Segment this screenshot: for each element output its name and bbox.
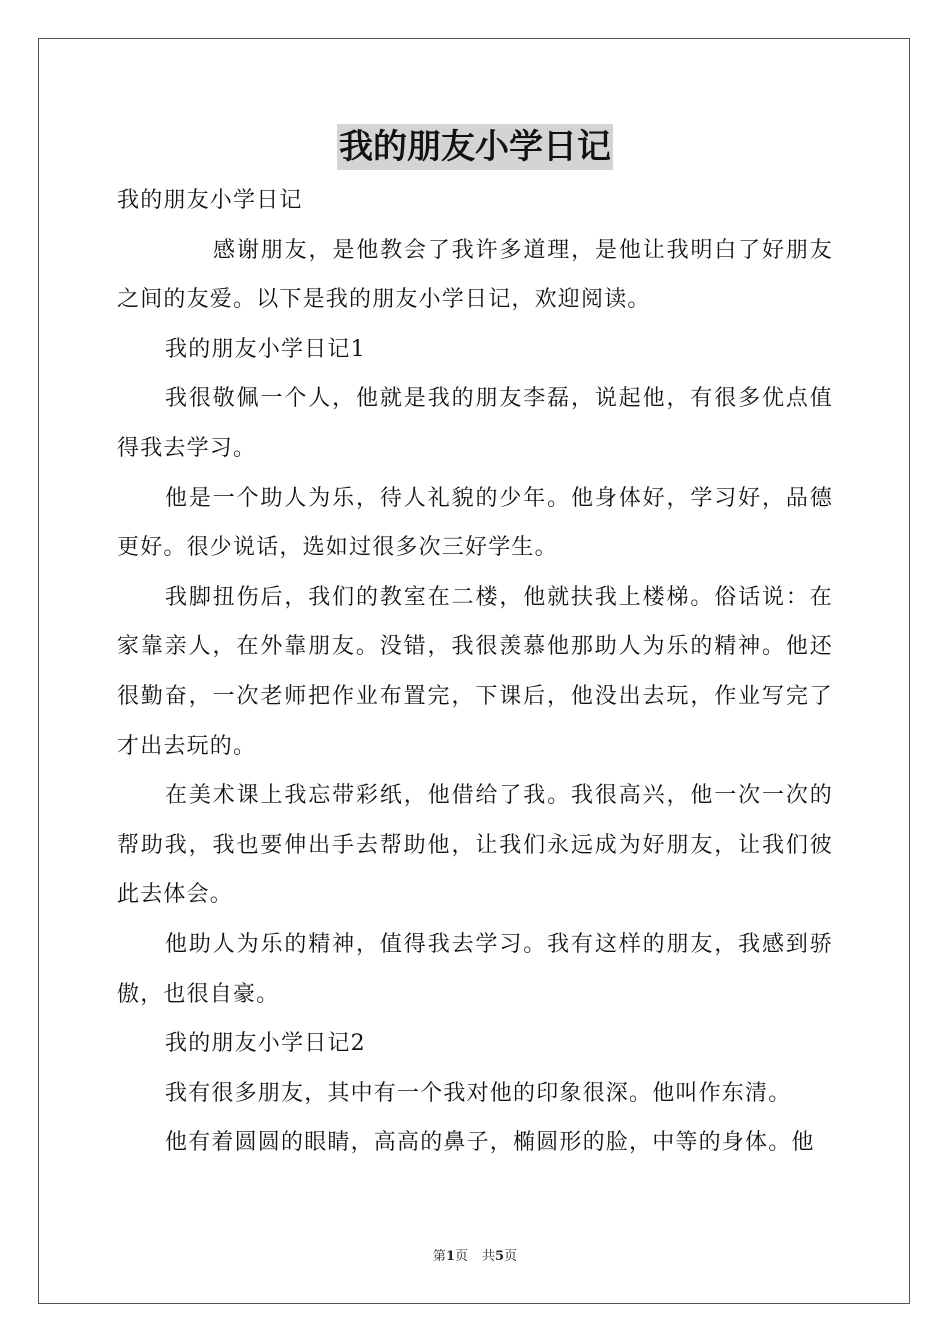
body-paragraph: 在美术课上我忘带彩纸，他借给了我。我很高兴，他一次一次的帮助我，我也要伸出手去帮助他，让我们永远成为好朋友，让我们彼此去体会。: [117, 783, 833, 908]
body-paragraph: 我有很多朋友，其中有一个我对他的印象很深。他叫作东清。: [165, 1080, 792, 1106]
body-paragraph: 他助人为乐的精神，值得我去学习。我有这样的朋友，我感到骄傲，也很自豪。: [117, 931, 833, 1007]
body-paragraph: 他有着圆圆的眼睛，高高的鼻子，椭圆形的脸，中等的身体。他: [165, 1130, 815, 1156]
page-number: 1: [445, 1249, 455, 1264]
total-prefix: 共: [482, 1249, 496, 1264]
body-paragraph: 他是一个助人为乐，待人礼貌的少年。他身体好，学习好，品德更好。很少说话，选如过很多次三好学生。: [117, 485, 833, 561]
subtitle-paragraph: 我的朋友小学日记: [117, 188, 303, 213]
page-footer: [0, 1245, 950, 1264]
section-heading-2: 我的朋友小学日记2: [165, 1031, 366, 1057]
document-title: 我的朋友小学日记: [337, 124, 613, 170]
body-paragraph: 我脚扭伤后，我们的教室在二楼，他就扶我上楼梯。俗话说：在家靠亲人，在外靠朋友。没错，我很羡慕他那助人为乐的精神。他还很勤奋，一次老师把作业布置完，下课后，他没出去玩，作业写完了才出去玩的。: [117, 584, 833, 759]
body-paragraph: 我很敬佩一个人，他就是我的朋友李磊，说起他，有很多优点值得我去学习。: [117, 386, 833, 461]
page-prefix: 第: [432, 1249, 446, 1264]
section-heading-1: 我的朋友小学日记1: [165, 336, 366, 362]
title-container: [0, 124, 950, 170]
document-body: [117, 176, 833, 1168]
intro-paragraph: 感谢朋友，是他教会了我许多道理，是他让我明白了好朋友之间的友爱。以下是我的朋友小学日记，欢迎阅读。: [117, 237, 833, 313]
page-suffix: 页: [454, 1249, 468, 1264]
total-suffix: 页: [504, 1249, 518, 1264]
total-pages: 5: [495, 1249, 505, 1264]
